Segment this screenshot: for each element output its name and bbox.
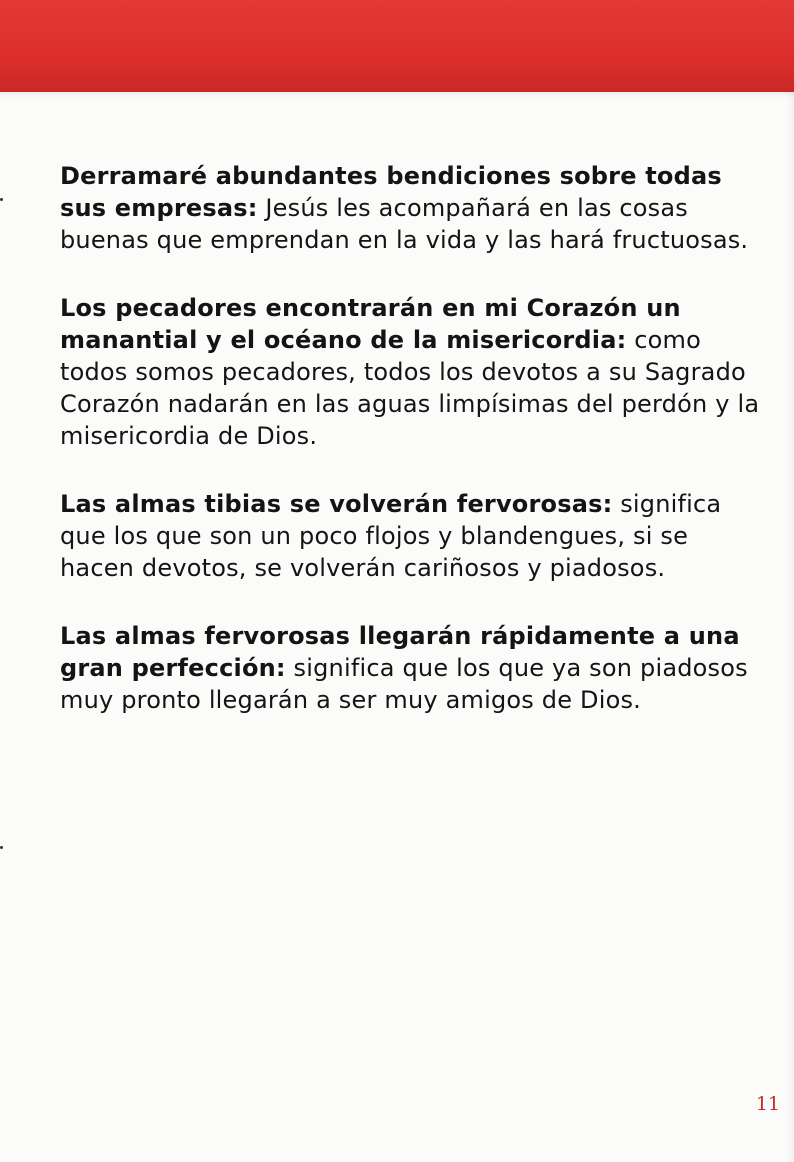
paragraph-heading: Las almas tibias se volverán fervorosas:: [60, 490, 613, 518]
paragraph-almas-tibias: [60, 488, 765, 584]
paragraph-heading: Derramaré abundantes bendiciones sobre todas sus empresas:: [60, 162, 722, 222]
paragraph-body: significa que los que son un poco flojos y blandengues, si se hacen devotos, se volverán cariñosos y piadosos.: [60, 490, 722, 582]
paragraph-body: significa que los que ya son piadosos muy pronto llegarán a ser muy amigos de Dios.: [60, 654, 748, 714]
scan-mark: [0, 846, 3, 849]
paragraph-bendiciones: [60, 160, 765, 256]
band-shadow: [0, 92, 794, 98]
paragraph-almas-fervorosas: [60, 620, 765, 716]
paragraph-pecadores: [60, 292, 765, 452]
page-content: [60, 160, 765, 752]
scan-mark: [0, 198, 3, 201]
page-number: 11: [755, 1093, 780, 1115]
paragraph-body: como todos somos pecadores, todos los devotos a su Sagrado Corazón nadarán en las aguas limpísimas del perdón y la misericordia de Dios.: [60, 326, 760, 450]
paragraph-heading: Los pecadores encontrarán en mi Corazón un manantial y el océano de la misericordia:: [60, 294, 681, 354]
paragraph-body: Jesús les acompañará en las cosas buenas que emprendan en la vida y las hará fructuosas.: [60, 194, 749, 254]
paragraph-heading: Las almas fervorosas llegarán rápidamente a una gran perfección:: [60, 622, 740, 682]
page-edge-shade: [786, 92, 794, 1162]
top-red-band: [0, 0, 794, 92]
